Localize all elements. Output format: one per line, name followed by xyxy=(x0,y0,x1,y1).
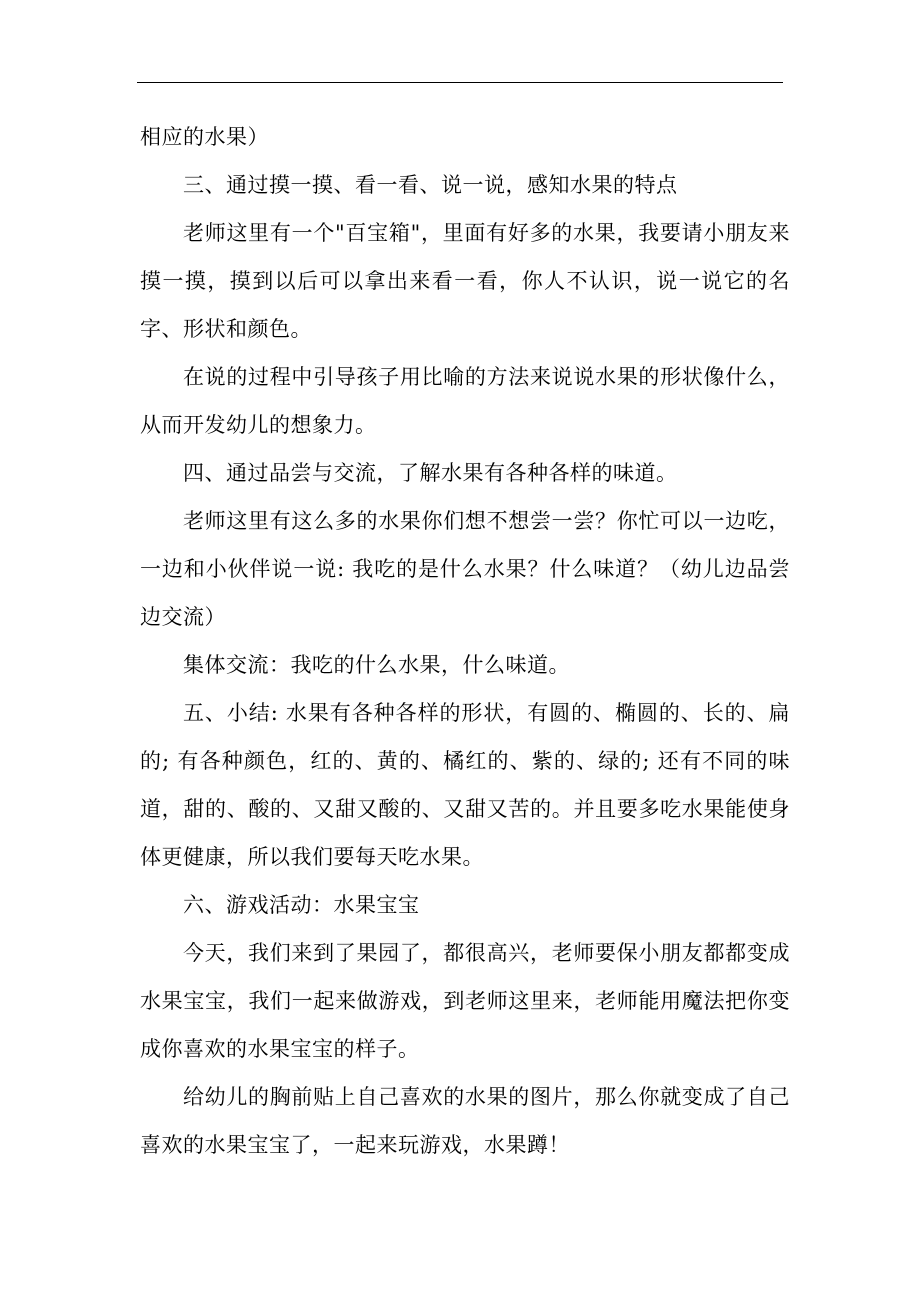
section-heading-4: 四、通过品尝与交流，了解水果有各种各样的味道。 xyxy=(183,461,678,485)
paragraph: 今天，我们来到了果园了，都很高兴，老师要保小朋友都都变成水果宝宝，我们一起来做游戏，到老师这里来，老师能用魔法把你变成你喜欢的水果宝宝的样子。 xyxy=(140,941,790,1061)
section-heading-3: 三、通过摸一摸、看一看、说一说，感知水果的特点 xyxy=(183,173,678,197)
paragraph: 集体交流：我吃的什么水果，什么味道。 xyxy=(183,653,570,677)
document-body xyxy=(140,113,790,1169)
paragraph: 在说的过程中引导孩子用比喻的方法来说说水果的形状像什么，从而开发幼儿的想象力。 xyxy=(140,365,790,437)
paragraph-continuation: 相应的水果） xyxy=(140,125,269,149)
section-heading-5: 五、小结: 水果有各种各样的形状，有圆的、椭圆的、长的、扁的; 有各种颜色，红的、黄的、橘红的、紫的、绿的; 还有不同的味道，甜的、酸的、又甜又酸的、又甜又苦的。并且要多吃水果能使身体更健康，所以我们要每天吃水果。 xyxy=(140,701,790,869)
header-rule xyxy=(137,82,783,83)
section-heading-6: 六、游戏活动：水果宝宝 xyxy=(183,893,420,917)
paragraph: 给幼儿的胸前贴上自己喜欢的水果的图片，那么你就变成了自己喜欢的水果宝宝了，一起来玩游戏，水果蹲！ xyxy=(140,1085,790,1157)
paragraph: 老师这里有一个"百宝箱"，里面有好多的水果，我要请小朋友来摸一摸，摸到以后可以拿出来看一看，你人不认识，说一说它的名字、形状和颜色。 xyxy=(140,221,790,341)
paragraph: 老师这里有这么多的水果你们想不想尝一尝？你忙可以一边吃，一边和小伙伴说一说: 我吃的是什么水果？什么味道？（幼儿边品尝边交流） xyxy=(140,509,790,629)
